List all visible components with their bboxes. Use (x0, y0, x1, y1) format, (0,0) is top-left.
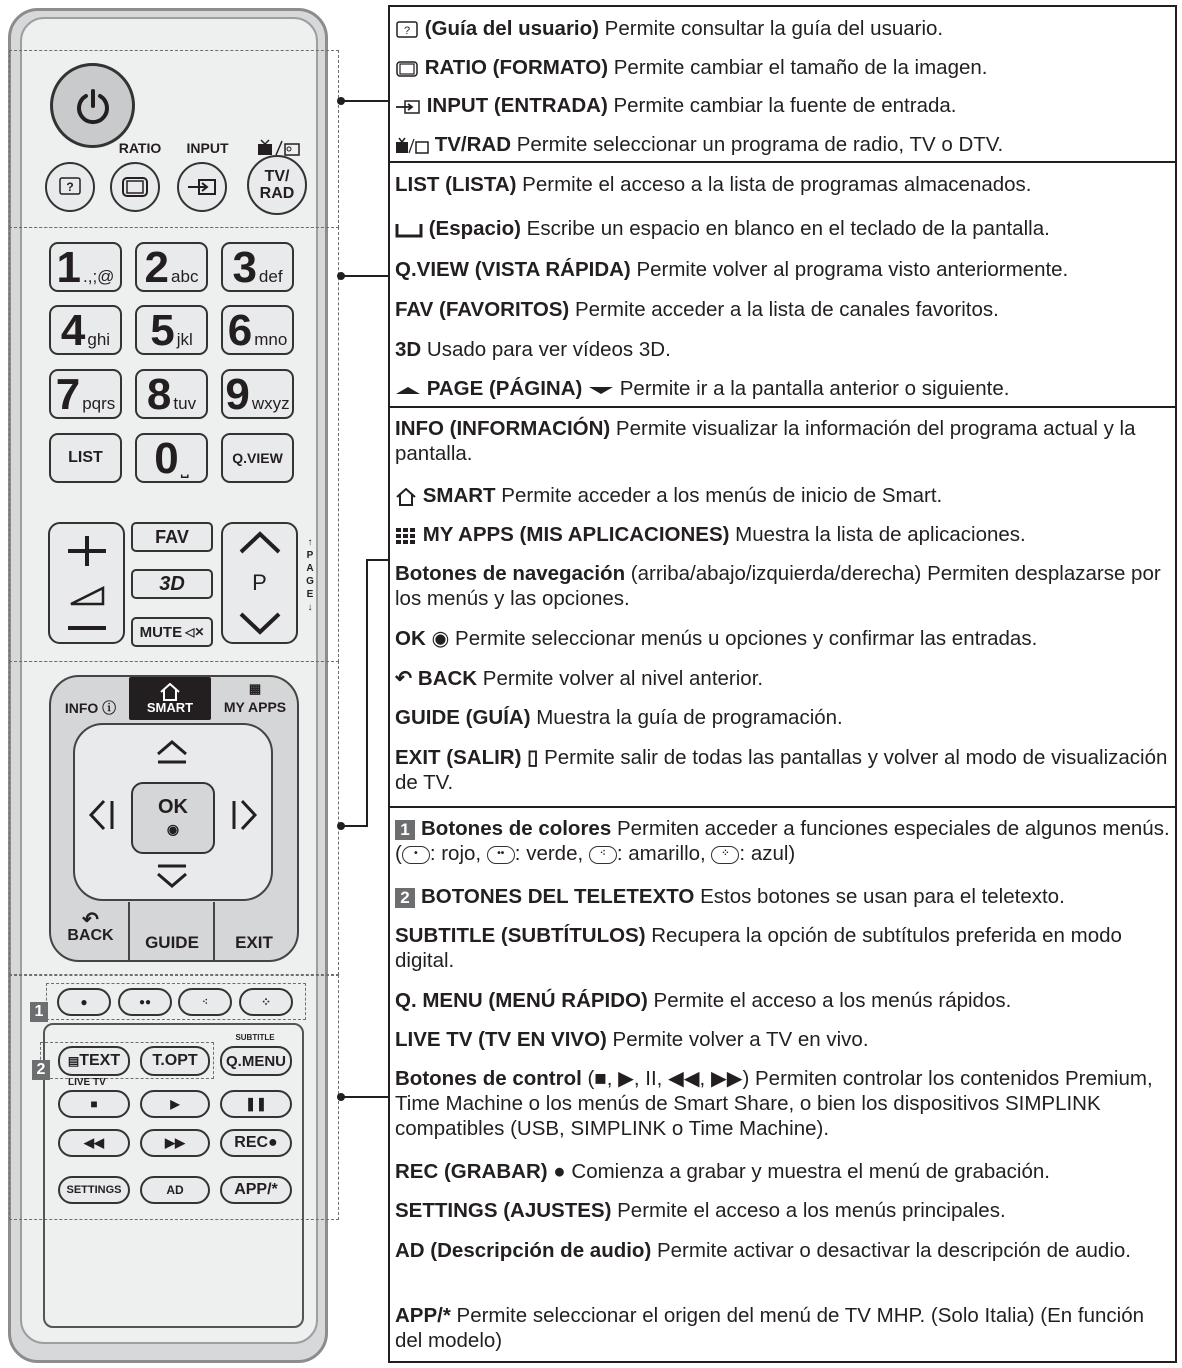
input-icon (187, 177, 217, 197)
program-label: P (252, 570, 267, 595)
callout-line-3c (366, 559, 388, 561)
red-button[interactable]: ● (57, 988, 111, 1016)
desc-page: PAGE (PÁGINA) Permite ir a la pantalla anterior o siguiente. (395, 376, 1175, 401)
page-up-icon (395, 385, 421, 395)
ratio-icon (395, 60, 419, 78)
desc-myapps: MY APPS (MIS APLICACIONES) Muestra la lista de aplicaciones. (395, 522, 1175, 547)
space-icon (395, 222, 423, 238)
app-button[interactable]: APP/* (220, 1176, 292, 1204)
myapps-icon (395, 527, 417, 545)
power-icon (73, 86, 113, 126)
key-0-space[interactable]: 0 ⎵ (135, 433, 208, 483)
desc-tvrad: TV/RAD Permite seleccionar un programa de radio, TV o DTV. (395, 132, 1175, 157)
rec-dot-icon: ● (268, 1134, 278, 1151)
key-2[interactable]: 2 abc (135, 242, 208, 292)
page-down-icon: ↓ (307, 602, 313, 613)
volume-icon (69, 586, 105, 606)
myapps-button[interactable]: ▦ MY APPS (219, 680, 291, 716)
separator-1 (388, 161, 1177, 163)
red-button-icon: • (402, 846, 430, 864)
exit-button[interactable]: EXIT (235, 933, 273, 952)
info-icon: ⓘ (98, 700, 117, 716)
desc-ratio: RATIO (FORMATO) Permite cambiar el tamaño de la imagen. (395, 55, 1175, 80)
separator-2 (388, 406, 1177, 408)
svg-text:?: ? (66, 180, 74, 194)
desc-ad: AD (Descripción de audio) Permite activar o desactivar la descripción de audio. (395, 1239, 1131, 1262)
desc-exit: EXIT (SALIR) ▯ Permite salir de todas las pantallas y volver al modo de visualización de TV. (395, 746, 1168, 794)
ok-icon: ◉ (431, 627, 450, 650)
page-letters: PAGE (306, 550, 314, 600)
livetv-label: LIVE TV (68, 1077, 106, 1088)
badge-2: 2 (395, 888, 415, 908)
green-button-icon: •• (487, 846, 515, 864)
nav-down-button[interactable] (152, 862, 192, 892)
home-icon (159, 683, 181, 701)
desc-control-buttons: Botones de control (■, ▶, II, ◀◀, ▶▶) Permiten controlar los contenidos Premium, Time Machine o los menús de Smart Share, o bien los dispositivos SIMPLINK compatibles (USB, SIMPLINK o Time Machine). (395, 1067, 1153, 1140)
arrow-left-icon (86, 796, 118, 834)
info-button[interactable]: INFO ⓘ (64, 700, 117, 716)
mute-button[interactable]: MUTE ◁✕ (131, 617, 213, 647)
exit-icon: ▯ (527, 746, 539, 769)
callout-line-1 (341, 100, 388, 102)
callout-line-3a (341, 825, 367, 827)
desc-list: LIST (LISTA) Permite el acceso a la lista de programas almacenados. (395, 173, 1032, 196)
desc-qmenu: Q. MENU (MENÚ RÁPIDO) Permite el acceso a los menús rápidos. (395, 989, 1012, 1012)
volume-rocker[interactable] (48, 522, 125, 644)
myapps-icon: ▦ (248, 681, 262, 696)
user-guide-button[interactable] (45, 162, 95, 212)
desc-info: INFO (INFORMACIÓN) Permite visualizar la información del programa actual y la pantalla. (395, 417, 1136, 465)
guide-button[interactable]: GUIDE (145, 933, 199, 952)
key-1[interactable]: 1 .,;@ (49, 242, 122, 292)
nav-divider-left (128, 902, 130, 962)
desc-guide: GUIDE (GUÍA) Muestra la guía de programación. (395, 706, 843, 729)
smart-button[interactable]: SMART (129, 677, 211, 720)
badge-1: 1 (30, 1002, 48, 1022)
callout-line-4 (341, 1096, 388, 1098)
key-6[interactable]: 6 mno (221, 305, 294, 355)
home-icon (395, 488, 417, 506)
yellow-button[interactable]: ⁖ (178, 988, 232, 1016)
page-down-icon (588, 385, 614, 395)
volume-up-icon (64, 534, 110, 568)
key-9[interactable]: 9 wxyz (221, 369, 294, 419)
nav-right-button[interactable] (228, 796, 260, 834)
desc-qview: Q.VIEW (VISTA RÁPIDA) Permite volver al programa visto anteriormente. (395, 258, 1069, 281)
fav-button[interactable]: FAV (131, 522, 213, 552)
back-arrow-icon: ↶ (82, 909, 99, 931)
back-arrow-icon: ↶ (395, 667, 413, 690)
svg-text:?: ? (403, 24, 411, 37)
desc-navigation: Botones de navegación (arriba/abajo/izquierda/derecha) Permiten desplazarse por los menús y las opciones. (395, 562, 1161, 610)
desc-livetv: LIVE TV (TV EN VIVO) Permite volver a TV en vivo. (395, 1028, 869, 1051)
space-icon: ⎵ (180, 456, 189, 478)
yellow-button-icon: ⁖ (589, 846, 617, 864)
ad-button[interactable]: AD (140, 1176, 210, 1204)
desc-rec: REC (GRABAR) ● Comienza a grabar y muestra el menú de grabación. (395, 1160, 1050, 1183)
rewind-button[interactable]: ◀◀ (58, 1129, 130, 1157)
desc-back: ↶ BACK Permite volver al nivel anterior. (395, 667, 764, 690)
qmenu-button[interactable]: Q.MENU (220, 1046, 292, 1076)
desc-user-guide: ? (Guía del usuario) Permite consultar la guía del usuario. (395, 16, 1175, 41)
page-side-label (303, 536, 317, 626)
arrow-right-icon (228, 796, 260, 834)
user-guide-icon (59, 177, 81, 197)
fast-forward-button[interactable]: ▶▶ (140, 1129, 210, 1157)
desc-ok: OK ◉ Permite seleccionar menús u opciones y confirmar las entradas. (395, 627, 1038, 650)
settings-button[interactable]: SETTINGS (58, 1176, 130, 1204)
separator-3 (388, 806, 1177, 808)
ratio-button[interactable] (110, 162, 160, 212)
ok-icon: ◉ (166, 821, 180, 837)
desc-smart: SMART Permite acceder a los menús de inicio de Smart. (395, 483, 1175, 508)
user-guide-icon (395, 20, 419, 40)
nav-left-button[interactable] (86, 796, 118, 834)
channel-down-icon (237, 612, 283, 636)
arrow-up-icon (152, 736, 192, 766)
green-button[interactable]: ●● (118, 988, 172, 1016)
rec-button[interactable]: REC ● (220, 1129, 292, 1157)
desc-color-buttons: 1 Botones de colores Permiten acceder a funciones especiales de algunos menús. ( • : rojo, •• : verde, ⁖ : amarillo, ⁘ : azul) (395, 817, 1170, 865)
desc-input: INPUT (ENTRADA) Permite cambiar la fuente de entrada. (395, 93, 1175, 118)
tvrad-button[interactable]: TV/ RAD (247, 155, 307, 215)
desc-fav: FAV (FAVORITOS) Permite acceder a la lista de canales favoritos. (395, 298, 999, 321)
list-button[interactable]: LIST (49, 433, 122, 483)
volume-down-icon (64, 624, 110, 632)
subtitle-label: SUBTITLE (235, 1033, 275, 1042)
ratio-label: RATIO (118, 140, 162, 156)
input-label: INPUT (186, 140, 229, 156)
channel-up-icon (237, 530, 283, 554)
program-rocker[interactable] (221, 522, 298, 644)
nav-divider-right (213, 902, 215, 962)
desc-3d: 3D Usado para ver vídeos 3D. (395, 338, 671, 361)
input-icon (395, 98, 421, 116)
blue-button-icon: ⁘ (711, 846, 739, 864)
ratio-icon (121, 176, 149, 198)
key-8[interactable]: 8 tuv (135, 369, 208, 419)
ok-button[interactable]: OK ◉ (131, 782, 215, 854)
back-button[interactable]: ↶ BACK (58, 912, 123, 944)
desc-teletext: 2 BOTONES DEL TELETEXTO Estos botones se usan para el teletexto. (395, 884, 1175, 909)
key-3[interactable]: 3 def (221, 242, 294, 292)
tv-radio-icon (395, 137, 429, 155)
play-button[interactable]: ▶ (140, 1090, 210, 1118)
key-7[interactable]: 7 pqrs (49, 369, 122, 419)
text-icon: ▤ (67, 1054, 80, 1068)
blue-button[interactable]: ⁘ (239, 988, 293, 1016)
stop-button[interactable]: ■ (58, 1090, 130, 1118)
pause-button[interactable]: ❚❚ (220, 1090, 292, 1118)
desc-settings: SETTINGS (AJUSTES) Permite el acceso a los menús principales. (395, 1199, 1006, 1222)
arrow-down-icon (152, 862, 192, 892)
key-5[interactable]: 5 jkl (135, 305, 208, 355)
badge-1: 1 (395, 820, 415, 840)
key-4[interactable]: 4 ghi (49, 305, 122, 355)
nav-up-button[interactable] (152, 736, 192, 766)
desc-app: APP/* Permite seleccionar el origen del menú de TV MHP. (Solo Italia) (En función del modelo) (395, 1304, 1144, 1352)
mute-icon: ◁✕ (185, 625, 205, 639)
callout-line-3b (366, 559, 368, 827)
qview-button[interactable]: Q.VIEW (221, 433, 294, 483)
input-button[interactable] (177, 162, 227, 212)
power-button[interactable] (50, 63, 135, 148)
topt-button[interactable]: T.OPT (140, 1046, 210, 1076)
desc-space: (Espacio) Escribe un espacio en blanco en el teclado de la pantalla. (395, 216, 1175, 241)
page-up-icon: ↑ (307, 537, 313, 548)
callout-line-2 (341, 275, 388, 277)
badge-2: 2 (32, 1060, 50, 1080)
desc-subtitle: SUBTITLE (SUBTÍTULOS) Recupera la opción de subtítulos preferida en modo digital. (395, 924, 1122, 972)
text-button[interactable]: ▤ TEXT (58, 1046, 130, 1076)
3d-button[interactable]: 3D (131, 569, 213, 599)
